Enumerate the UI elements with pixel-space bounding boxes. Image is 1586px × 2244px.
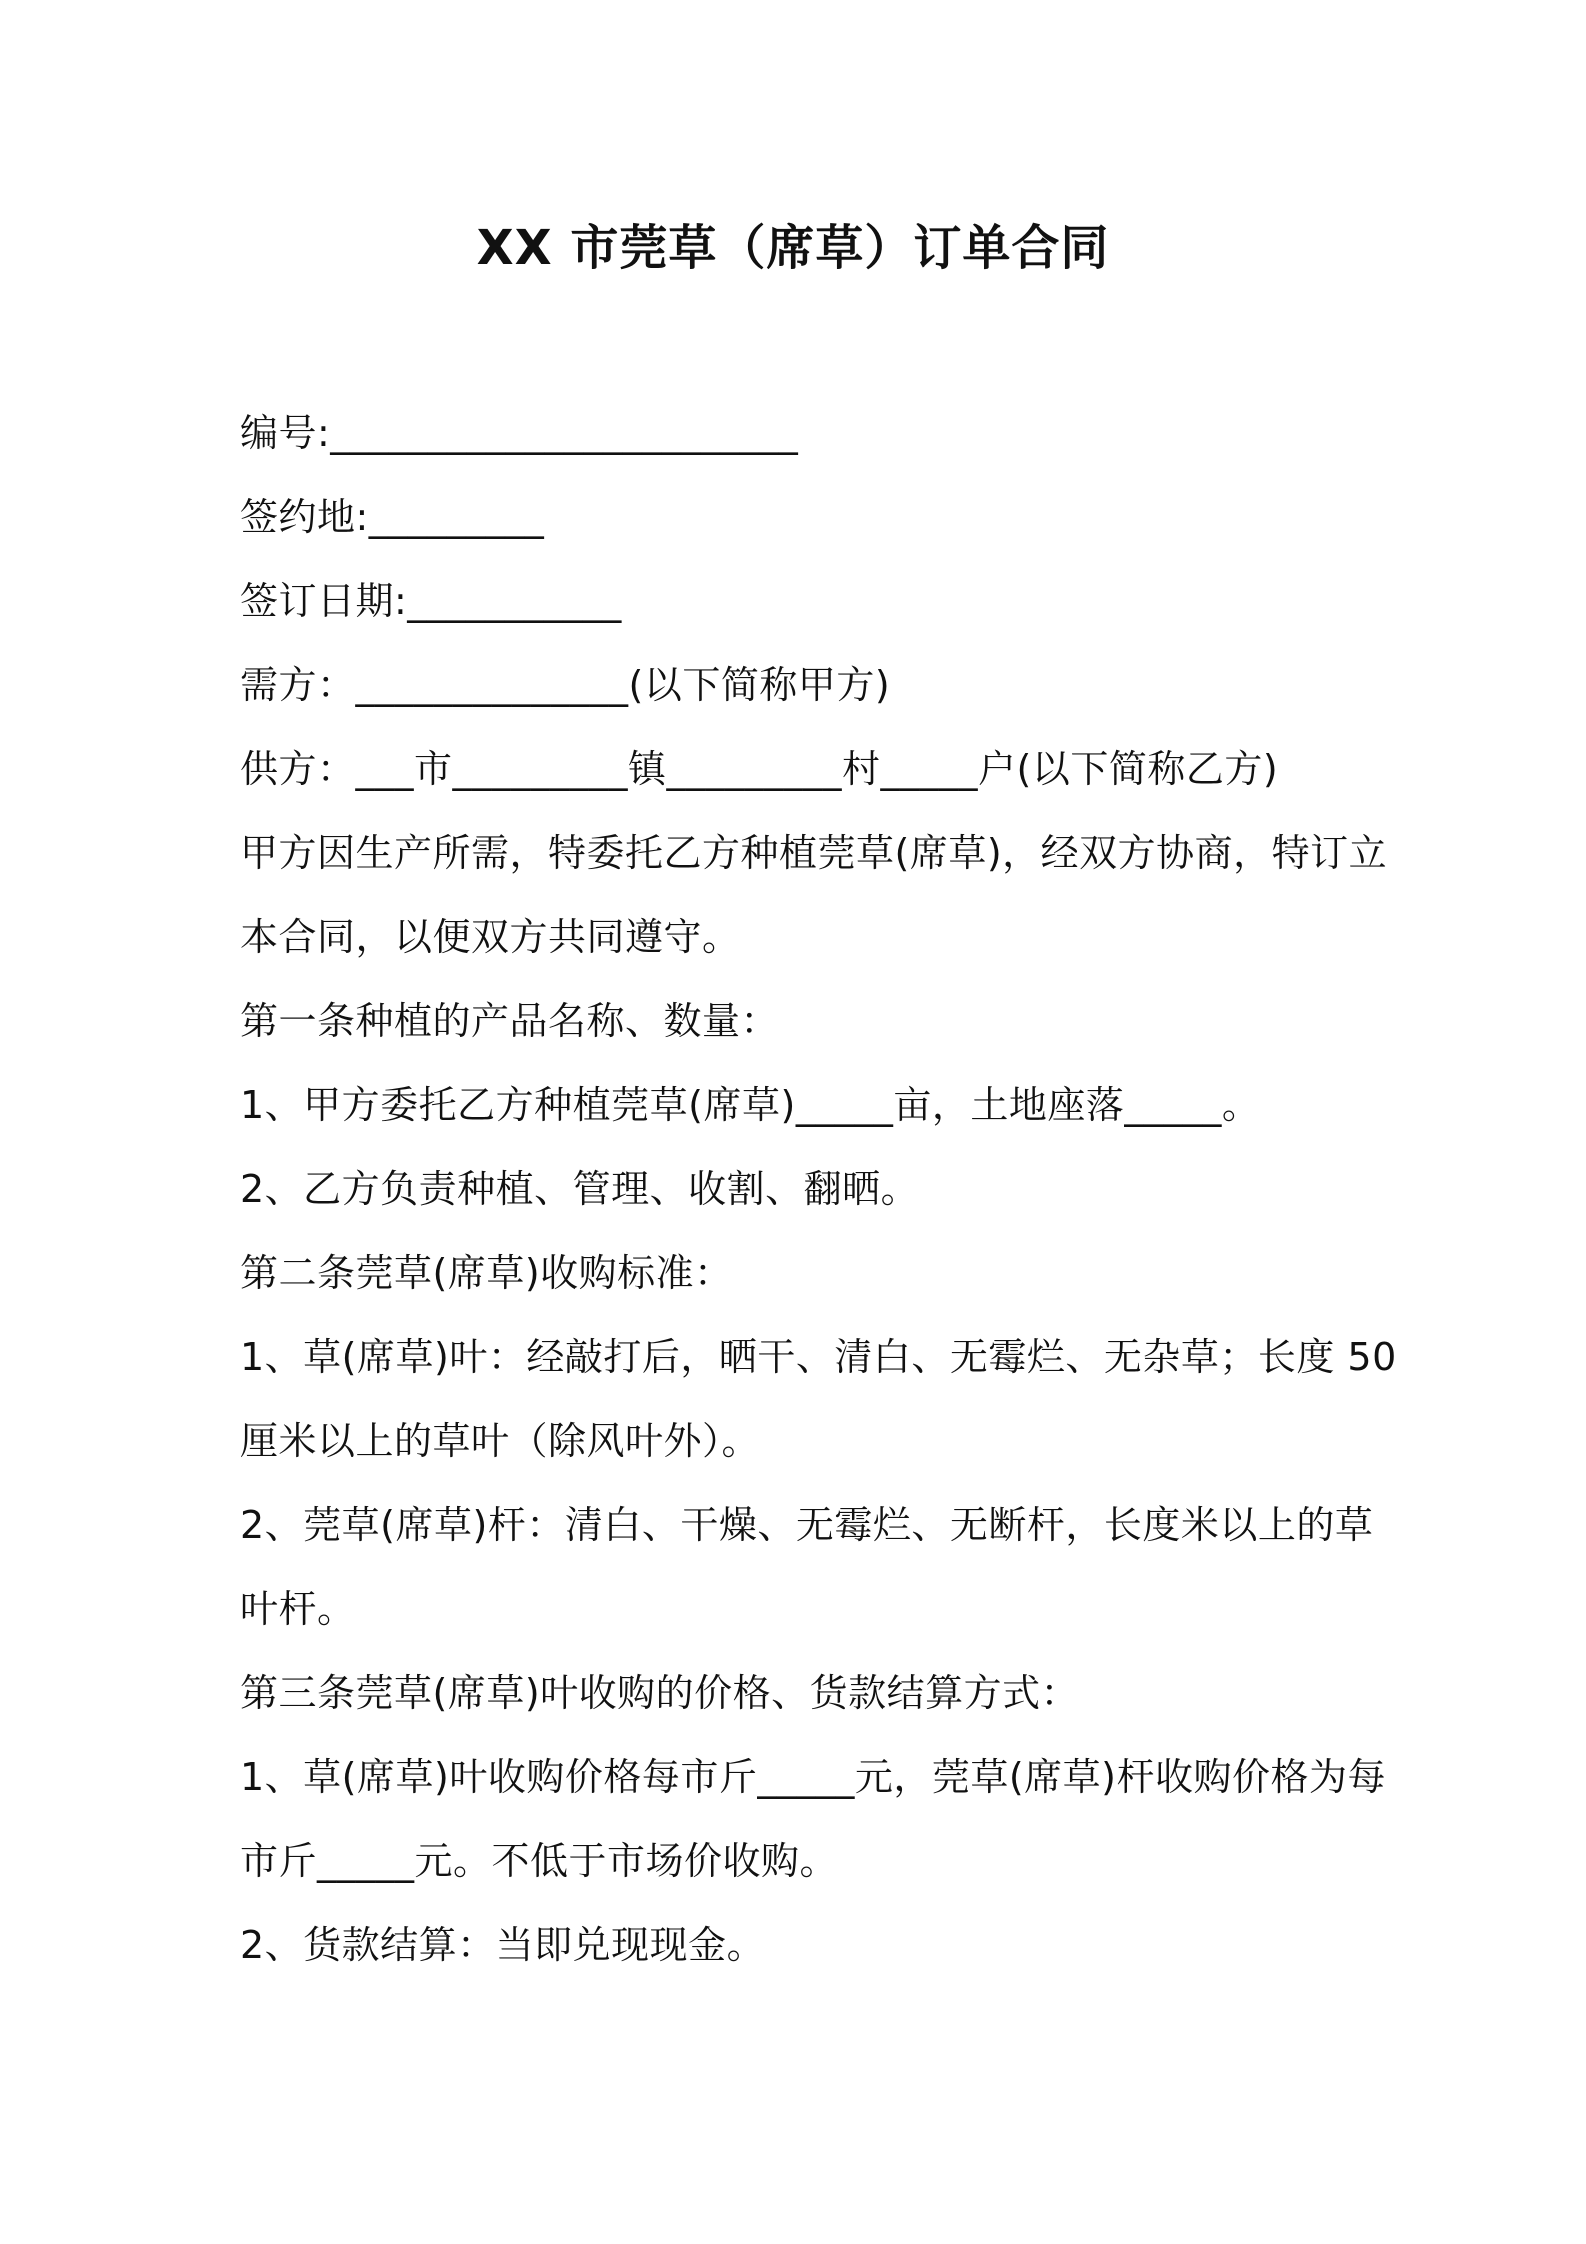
article-2-item-1-line-1: 1、草(席草)叶：经敲打后，晒干、清白、无霉烂、无杂草；长度 50 — [240, 1335, 1397, 1379]
field-supplier: 供方：___市_________镇_________村_____户(以下简称乙方) — [240, 747, 1279, 791]
intro-paragraph-line-1: 甲方因生产所需，特委托乙方种植莞草(席草)，经双方协商，特订立 — [240, 831, 1388, 875]
article-1-heading: 第一条种植的产品名称、数量： — [240, 999, 780, 1043]
article-3-item-2: 2、货款结算：当即兑现现金。 — [240, 1923, 766, 1967]
intro-paragraph-line-2: 本合同，以便双方共同遵守。 — [240, 915, 741, 959]
article-3-heading: 第三条莞草(席草)叶收购的价格、货款结算方式： — [240, 1671, 1080, 1715]
article-2-item-2-line-2: 叶杆。 — [240, 1587, 356, 1631]
article-2-item-1-line-2: 厘米以上的草叶（除风叶外）。 — [240, 1419, 761, 1463]
document-title: XX 市莞草（席草）订单合同 — [476, 220, 1110, 276]
field-serial-number: 编号:________________________ — [240, 411, 799, 455]
article-1-item-2: 2、乙方负责种植、管理、收割、翻晒。 — [240, 1167, 920, 1211]
field-buyer: 需方：______________(以下简称甲方) — [240, 663, 891, 707]
field-signing-date: 签订日期:___________ — [240, 579, 622, 623]
article-3-item-1-line-1: 1、草(席草)叶收购价格每市斤_____元，莞草(席草)杆收购价格为每 — [240, 1755, 1386, 1799]
article-3-item-1-line-2: 市斤_____元。不低于市场价收购。 — [240, 1839, 839, 1883]
article-2-heading: 第二条莞草(席草)收购标准： — [240, 1251, 733, 1295]
article-2-item-2-line-1: 2、莞草(席草)杆：清白、干燥、无霉烂、无断杆，长度米以上的草 — [240, 1503, 1374, 1547]
field-signing-place: 签约地:_________ — [240, 495, 545, 539]
article-1-item-1: 1、甲方委托乙方种植莞草(席草)_____亩，土地座落_____。 — [240, 1083, 1261, 1127]
